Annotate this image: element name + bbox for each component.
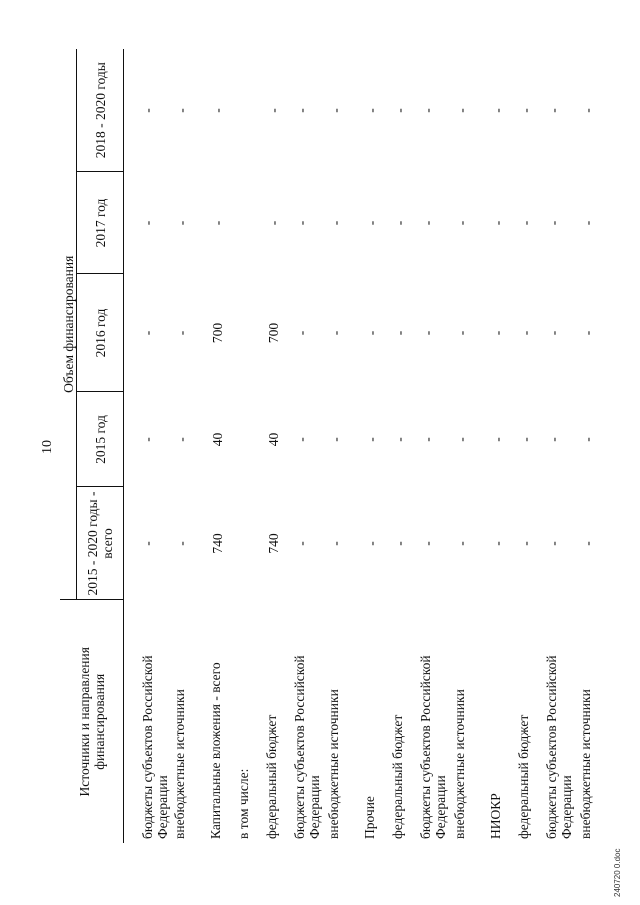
cell-y2015: 40 (210, 432, 225, 447)
cell-y2015: - (454, 437, 469, 442)
cell-y2015: - (518, 437, 533, 442)
cell-y2016: 700 (210, 322, 225, 344)
cell-y2018_2020: - (140, 108, 155, 113)
cell-total (236, 487, 264, 600)
table-row (578, 49, 606, 843)
cell-y2016: - (454, 330, 469, 336)
cell-y2018_2020: - (420, 108, 435, 113)
table-row (390, 49, 418, 843)
row-label: федеральный бюджет (516, 714, 531, 839)
cell-total: - (518, 541, 533, 546)
cell-y2018_2020: - (328, 108, 343, 113)
header-total: 2015 - 2020 годы - всего (77, 487, 124, 600)
cell-y2016 (236, 274, 264, 392)
header-2018-2020: 2018 - 2020 годы (77, 49, 124, 172)
cell-y2018_2020: - (518, 108, 533, 113)
cell-y2016: - (328, 330, 343, 336)
cell-y2016: - (294, 330, 309, 336)
header-2016: 2016 год (77, 274, 124, 392)
cell-y2015: - (392, 437, 407, 442)
header-volume-group: Объем финансирования (60, 49, 77, 600)
table-row (488, 49, 516, 843)
cell-y2018_2020: - (266, 108, 281, 113)
cell-y2016: - (140, 330, 155, 336)
cell-y2017: - (420, 220, 435, 226)
row-label: в том числе: (236, 768, 251, 839)
table-row (326, 49, 362, 843)
table-row (292, 49, 326, 843)
cell-total: - (420, 541, 435, 546)
page-number: 10 (40, 440, 55, 454)
cell-y2017 (236, 172, 264, 274)
row-label: внебюджетные источники (452, 689, 467, 839)
cell-y2015: - (364, 437, 379, 442)
row-label: бюджеты субъектов Российской Федерации (292, 655, 322, 839)
table-row (208, 49, 236, 843)
cell-y2016: - (420, 330, 435, 336)
cell-total: - (328, 541, 343, 546)
cell-y2017: - (294, 220, 309, 226)
cell-y2015: - (420, 437, 435, 442)
cell-y2017: - (518, 220, 533, 226)
cell-total: - (490, 541, 505, 546)
row-label: федеральный бюджет (264, 714, 279, 839)
cell-y2017: - (364, 220, 379, 226)
cell-y2017: - (454, 220, 469, 226)
row-label: внебюджетные источники (326, 689, 341, 839)
cell-total: - (174, 541, 189, 546)
table-row (362, 49, 390, 843)
cell-y2017: - (140, 220, 155, 226)
row-label: бюджеты субъектов Российской Федерации (544, 655, 574, 839)
row-label: Прочие (362, 796, 377, 839)
row-label: бюджеты субъектов Российской Федерации (140, 655, 170, 839)
row-label: внебюджетные источники (578, 689, 593, 839)
cell-y2016: - (546, 330, 561, 336)
cell-y2017: - (392, 220, 407, 226)
cell-y2018_2020: - (490, 108, 505, 113)
cell-y2015: - (328, 437, 343, 442)
cell-y2018_2020: - (546, 108, 561, 113)
cell-y2015: - (490, 437, 505, 442)
row-label: Капитальные вложения - всего (208, 662, 223, 839)
cell-y2016: - (364, 330, 379, 336)
header-2017: 2017 год (77, 172, 124, 274)
cell-y2016: - (518, 330, 533, 336)
cell-y2018_2020: - (580, 108, 595, 113)
cell-y2016: - (490, 330, 505, 336)
table-body (124, 49, 607, 843)
cell-total: - (140, 541, 155, 546)
cell-total: - (364, 541, 379, 546)
cell-y2018_2020: - (174, 108, 189, 113)
cell-y2016: - (580, 330, 595, 336)
cell-total: - (546, 541, 561, 546)
table-row (236, 49, 264, 843)
cell-y2018_2020: - (294, 108, 309, 113)
table-row (264, 49, 292, 843)
cell-y2017: - (210, 220, 225, 226)
cell-y2018_2020: - (210, 108, 225, 113)
cell-y2018_2020: - (392, 108, 407, 113)
footer-doc-name: 240720 0.doc (613, 848, 622, 897)
cell-y2018_2020: - (364, 108, 379, 113)
cell-y2015: - (140, 437, 155, 442)
cell-total: 740 (210, 533, 225, 554)
header-sources: Источники и направления финансирования (60, 600, 124, 843)
cell-y2017: - (546, 220, 561, 226)
cell-y2015: - (294, 437, 309, 442)
cell-y2015: - (580, 437, 595, 442)
cell-y2018_2020 (236, 49, 264, 172)
cell-y2015: 40 (266, 432, 281, 447)
row-label: бюджеты субъектов Российской Федерации (418, 655, 448, 839)
cell-y2016: 700 (266, 322, 281, 344)
cell-total: - (580, 541, 595, 546)
cell-y2015: - (546, 437, 561, 442)
cell-y2015 (236, 392, 264, 487)
cell-y2015: - (174, 437, 189, 442)
cell-y2016: - (174, 330, 189, 336)
cell-y2018_2020: - (454, 108, 469, 113)
table-row (124, 49, 173, 843)
cell-y2017: - (328, 220, 343, 226)
cell-total: 740 (266, 533, 281, 554)
cell-y2017: - (490, 220, 505, 226)
table-row (418, 49, 452, 843)
cell-y2017: - (174, 220, 189, 226)
cell-y2017: - (580, 220, 595, 226)
cell-total: - (454, 541, 469, 546)
table-row (452, 49, 488, 843)
header-2015: 2015 год (77, 392, 124, 487)
row-label: НИОКР (488, 793, 503, 839)
table-row (544, 49, 578, 843)
row-label: внебюджетные источники (172, 689, 187, 839)
cell-y2017: - (266, 220, 281, 226)
table-row (172, 49, 208, 843)
row-label: федеральный бюджет (390, 714, 405, 839)
cell-total: - (294, 541, 309, 546)
cell-y2016: - (392, 330, 407, 336)
cell-total: - (392, 541, 407, 546)
financing-table (60, 49, 606, 843)
table-row (516, 49, 544, 843)
